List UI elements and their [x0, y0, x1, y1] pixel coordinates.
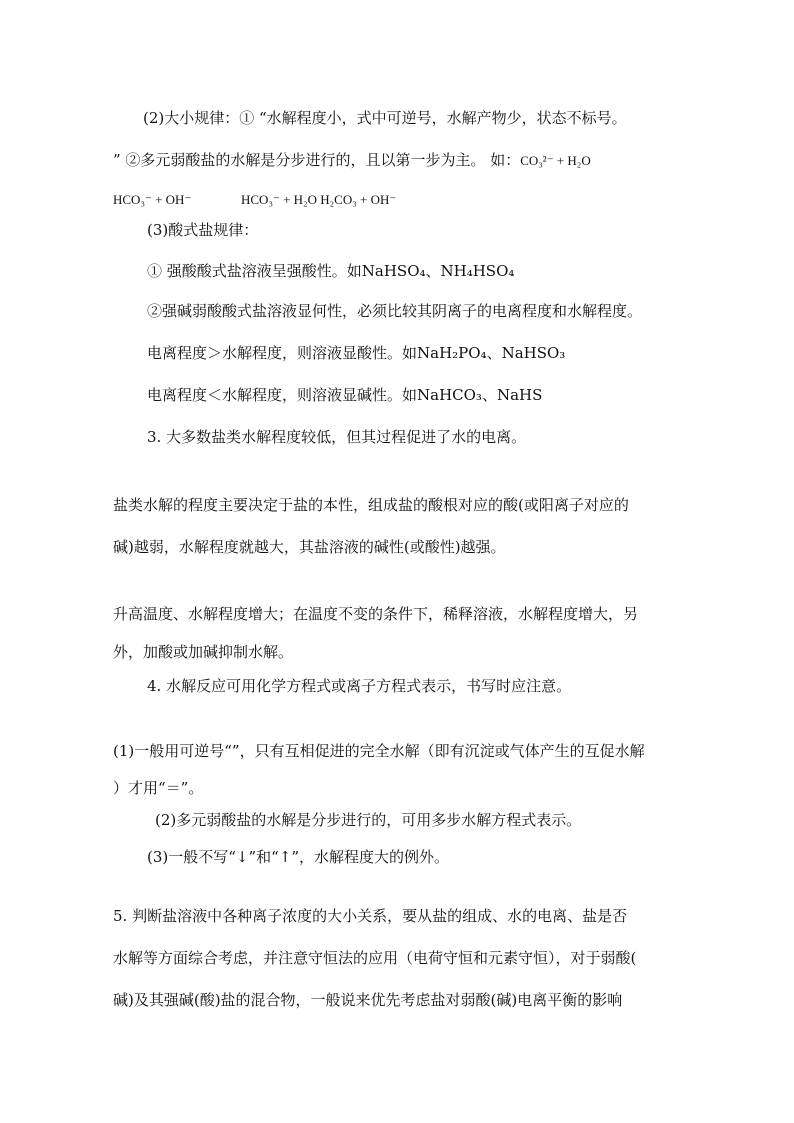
text-line-19: 5. 判断盐溶液中各种离子浓度的大小关系，要从盐的组成、水的电离、盐是否: [113, 907, 628, 925]
formula-hco3-oh: HCO₃⁻ + OH⁻: [113, 192, 192, 207]
text-line-2: [113, 150, 591, 171]
text-line-18: (3)一般不写“↓”和“↑”，水解程度大的例外。: [147, 848, 450, 866]
text-line-4: (3)酸式盐规律：: [147, 221, 259, 239]
text-line-16: ）才用“＝”。: [113, 779, 204, 797]
text-line-1: (2)大小规律：① “水解程度小，式中可逆号，水解产物少，状态不标号。: [143, 109, 627, 127]
text-line-13: 外，加酸或加碱抑制水解。: [113, 643, 294, 661]
text-line-15: (1)一般用可逆号“”，只有互相促进的完全水解（即有沉淀或气体产生的互促水解: [113, 742, 645, 760]
text-line-5: ① 强酸酸式盐溶液呈强酸性。如NaHSO₄、NH₄HSO₄: [147, 262, 515, 280]
text-line-12: 升高温度、水解程度增大；在温度不变的条件下，稀释溶液，水解程度增大，另: [113, 605, 639, 623]
text-line-21: 碱)及其强碱(酸)盐的混合物，一般说来优先考虑盐对弱酸(碱)电离平衡的影响: [113, 991, 623, 1009]
formula-co3-h2o: CO₃²⁻ + H₂O: [520, 153, 591, 168]
text-line-7: 电离程度＞水解程度，则溶液显酸性。如NaH₂PO₄、NaHSO₃: [147, 344, 566, 362]
formula-hco3-h2o-h2co3: HCO₃⁻ + H₂O H₂CO₃ + OH⁻: [241, 192, 397, 207]
text-line-8: 电离程度＜水解程度，则溶液显碱性。如NaHCO₃、NaHS: [147, 386, 543, 404]
text-line-10: 盐类水解的程度主要决定于盐的本性，组成盐的酸根对应的酸(或阳离子对应的: [113, 496, 629, 514]
text-line-2-text: ” ②多元弱酸盐的水解是分步进行的，且以第一步为主。 如：: [113, 151, 521, 169]
text-line-17: (2)多元弱酸盐的水解是分步进行的，可用多步水解方程式表示。: [155, 811, 582, 829]
text-line-20: 水解等方面综合考虑，并注意守恒法的应用（电荷守恒和元素守恒），对于弱酸(: [113, 949, 637, 967]
text-line-6: ②强碱弱酸酸式盐溶液显何性，必须比较其阴离子的电离程度和水解程度。: [147, 302, 643, 320]
text-line-11: 碱)越弱，水解程度就越大，其盐溶液的碱性(或酸性)越强。: [113, 538, 506, 556]
text-line-9: 3. 大多数盐类水解程度较低，但其过程促进了水的电离。: [147, 428, 527, 446]
text-line-14: 4. 水解反应可用化学方程式或离子方程式表示，书写时应注意。: [147, 677, 572, 695]
